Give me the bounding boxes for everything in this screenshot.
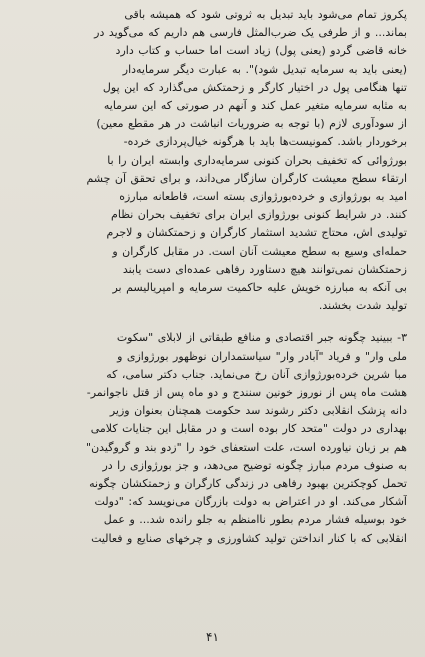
text-line: هشت ماه پس از نوروز خونین سنندج و دو ماه پس از قتل ناجوانمر- [86, 386, 407, 400]
text-line: امید به بورژوازی و خرده‌بورژوازی بسته است، قاطعانه مبارزه [119, 190, 407, 204]
text-line: ۳- ببینید چگونه جبر اقتصادی و منافع طبقاتی از لابلای "سکوت [116, 331, 407, 345]
text-line: خود بوسیله فشار مردم بطور ناامنظم به جلو رانده شد... و عمل [103, 513, 407, 527]
text-line: حمله‌ای وسیع به سطح معیشت آنان است. در مقابل کارگران و [112, 244, 407, 258]
text-line: به مثابه سرمایه متغیر عمل کند و آنهم در صورتی که این سرمایه [103, 99, 407, 113]
text-line: ارتقاء سطح معیشت کارگران سازگار می‌داند، و برای تحقق آن چشم [86, 171, 407, 185]
text-line: بی آنکه به مبارزه خویش علیه حاکمیت سرمایه و امپریالیسم بر [112, 281, 407, 295]
text-line: آشکار می‌کند. او در اعتراض به دولت بازرگان می‌نویسد که: "دولت [94, 495, 407, 509]
text-line: برخوردار باشد. کمونیست‌ها باید با هرگونه خیال‌پردازی خرده- [123, 135, 407, 149]
text-line: زحمتکشان نمی‌توانند هیچ دستاورد رفاهی عمده‌ای دست یابند [122, 262, 407, 276]
paragraph-2 [18, 329, 407, 547]
text-line: پکروز تمام می‌شود باید تبدیل به ثروتی شود که همیشه باقی [124, 8, 407, 21]
text-line: بورژوائی که تخفیف بحران کنونی سرمایه‌داری وابسته ایران را با [107, 153, 407, 167]
text-line: هم بر زبان نیاورده است، علت استعفای خود را "زدو بند و گروگیدن" [86, 440, 407, 454]
text-line: بماند... و از طرفی یک ضرب‌المثل فارسی هم داریم که می‌گوید در [94, 26, 407, 40]
text-line: انقلابی که با کنار انداختن تولید کشاورزی و چرخهای صنایع و فعالیت [91, 531, 407, 545]
text-line: تولیدی اش، محتاج تشدید استثمار کارگران و زحمتکشان و لاجرم [106, 226, 407, 240]
text-line: ملی وار" و فریاد "آبادر وار" سیاستمداران نوظهور بورژوازی و [117, 349, 407, 363]
text-line: بهداری در دولت "متحد کار بوده است و در مقابل این جنایات کلامی [90, 422, 407, 436]
text-line: تولید شدت بخشند. [318, 299, 407, 313]
paragraph-1 [18, 6, 407, 315]
text-line: مبا شرین خرده‌بورژوازی آنان رخ می‌نماید. جناب دکتر سامی، که [106, 367, 407, 381]
text-line: تحمل کوچکترین بهبود رفاهی در زندگی کارگران و زحمتکشان چگونه [89, 477, 407, 491]
text-line: خانه قاضی گردو (یعنی پول) زیاد است اما حساب و کتاب دارد [115, 44, 407, 58]
text-line: (یعنی باید به سرمایه تبدیل شود)". به عبارت دیگر سرمایه‌دار [122, 62, 407, 76]
text-line: تنها هنگامی پول در اختیار کارگر و زحمتکش می‌گذارد که این پول [102, 80, 407, 94]
text-line: به صنوف مردم مبارز چگونه توضیح می‌دهد، و جز بورژوازی را در [102, 458, 407, 472]
page-number: ۴۱ [206, 630, 219, 644]
text-line: دانه پزشک انقلابی دکتر رشوند سد حکومت همچنان بعنوان وزیر [109, 404, 407, 418]
paragraph-gap [18, 315, 407, 329]
text-line: از سودآوری لازم (با توجه به ضروریات انباشت در هر مقطع معین) [96, 117, 407, 131]
text-line: کنند. در شرایط کنونی بورژوازی ایران برای تخفیف بحران نظام [111, 208, 407, 222]
